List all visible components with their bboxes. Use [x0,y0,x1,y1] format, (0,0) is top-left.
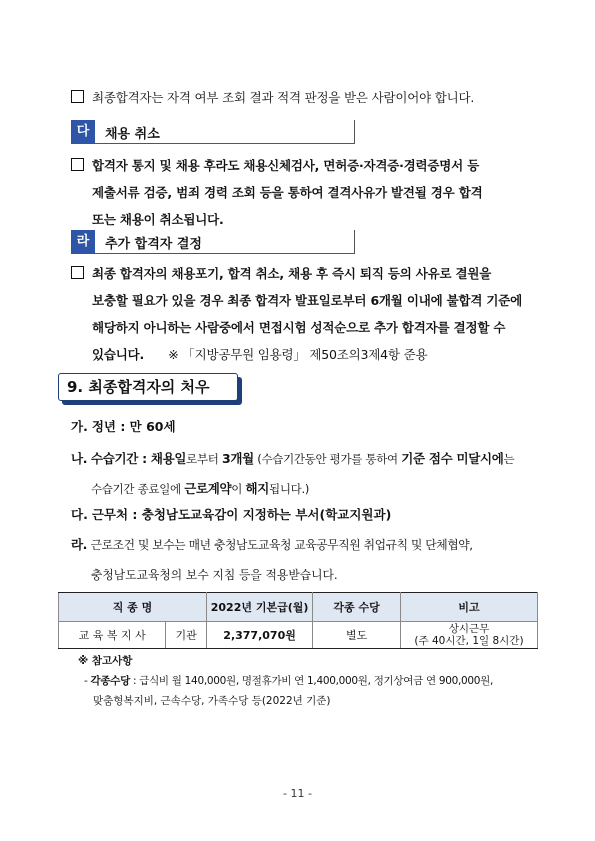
table-header-row [59,593,538,622]
cell-remark [400,622,537,649]
notes-line2: 맞춤형복지비, 근속수당, 가족수당 등(2022년 기준) [93,695,331,707]
item-na-bold: 3개월 [221,451,254,466]
notes-dash: - [84,675,88,687]
item-na-text: 로부터 [186,452,222,466]
remark-line2: (주 40시간, 1일 8시간) [414,635,524,647]
section-underline [95,143,355,144]
section-rightline [354,230,355,254]
section-9-heading: 9. 최종합격자의 처우 [58,373,238,401]
item-text: 정년 : 만 60세 [91,419,176,434]
section-ra-line: 보충할 필요가 있을 경우 최종 합격자 발표일로부터 6개월 이내에 불합격 기준에 [92,293,523,308]
ra-law-note: ※ 「지방공무원 임용령」 제50조의3제4항 준용 [168,347,428,362]
section-letter-badge: 다 [71,120,95,144]
remark-line1: 상시근무 [448,623,490,635]
item-ga [71,416,571,438]
item-na-bold: 근로계약 [184,481,232,496]
section-da-body [71,152,571,233]
item-na-text: 이 [231,482,246,496]
cell-allowance: 별도 [313,622,401,649]
salary-table [58,592,538,649]
section-underline [95,253,355,254]
section-ra-body [71,260,571,368]
header-salary: 2022년 기본급(월) [206,593,312,622]
ra-last-bold: 있습니다. [92,347,145,362]
header-remark: 비고 [400,593,537,622]
item-na-bold: 채용일 [150,451,187,466]
table-row [59,622,538,649]
item-text: 근로조건 및 보수는 매년 충청남도교육청 교육공무직원 취업규칙 및 단체협약, [90,538,473,552]
item-ra-line2: 충청남도교육청의 보수 지침 등을 적용받습니다. [91,568,338,582]
top-paragraph-text: 최종합격자는 자격 여부 조회 결과 적격 판정을 받은 사람이어야 합니다. [92,90,475,105]
item-ra-line1 [71,534,571,556]
notes-line1 [78,671,558,691]
section-da-line: 합격자 통지 및 채용 후라도 채용신체검사, 면허증·자격증·경력증명서 등 [71,152,571,179]
section-title: 추가 합격자 결정 [105,237,202,252]
item-na-bold: 기준 점수 미달시에 [401,451,504,466]
item-na-line2 [71,478,571,500]
item-na [71,448,571,500]
item-mark: 다. [71,507,88,522]
item-na-label: 수습기간 : [90,451,151,466]
item-na-bold: 해지 [245,481,270,496]
section-ra-line [71,341,571,368]
checkbox-square-icon [71,90,84,103]
checkbox-square-icon [71,158,84,171]
section-title: 채용 취소 [105,127,160,142]
notes-label: 각종수당 [90,675,130,687]
item-da [71,504,571,526]
section-ra-line: 최종 합격자의 채용포기, 합격 취소, 채용 후 즉시 퇴직 등의 사유로 결원을 [71,260,571,287]
item-mark: 가. [71,419,88,434]
header-allowance: 각종 수당 [313,593,401,622]
section-ra-heading [71,230,361,254]
item-mark: 라. [71,537,88,552]
item-na-line1 [71,448,571,470]
header-job: 직 종 명 [59,593,207,622]
section-rightline [354,120,355,144]
notes-text: : 급식비 월 140,000원, 명절휴가비 연 1,400,000원, 정기상여금 연 900,000원, [129,675,494,687]
page-number: - 11 - [283,787,312,800]
cell-salary: 2,377,070원 [206,622,312,649]
item-na-text: 는 [503,452,515,466]
section-da-line: 제출서류 검증, 범죄 경력 조회 등을 통하여 결격사유가 발견될 경우 합격 [92,185,483,200]
item-na-text: 수습기간 종료일에 [91,482,185,496]
checkbox-square-icon [71,266,84,279]
section-da-line: 또는 채용이 취소됩니다. [92,212,224,227]
notes-block [78,651,558,711]
section-da-heading [71,120,361,144]
cell-type: 기관 [166,622,207,649]
notes-title: ※ 참고사항 [78,655,133,667]
item-text: 근무처 : 충청남도교육감이 지정하는 부서(학교지원과) [91,507,392,522]
item-mark: 나. [71,451,88,466]
top-paragraph [71,84,571,111]
item-na-text: 됩니다.) [269,482,310,496]
item-na-text: (수습기간동안 평가를 통하여 [253,452,402,466]
item-ra [71,534,571,586]
cell-job: 교 육 복 지 사 [59,622,166,649]
section-ra-line: 해당하지 아니하는 사람중에서 면접시험 성적순으로 추가 합격자를 결정할 수 [92,320,506,335]
section-letter-badge: 라 [71,230,95,254]
